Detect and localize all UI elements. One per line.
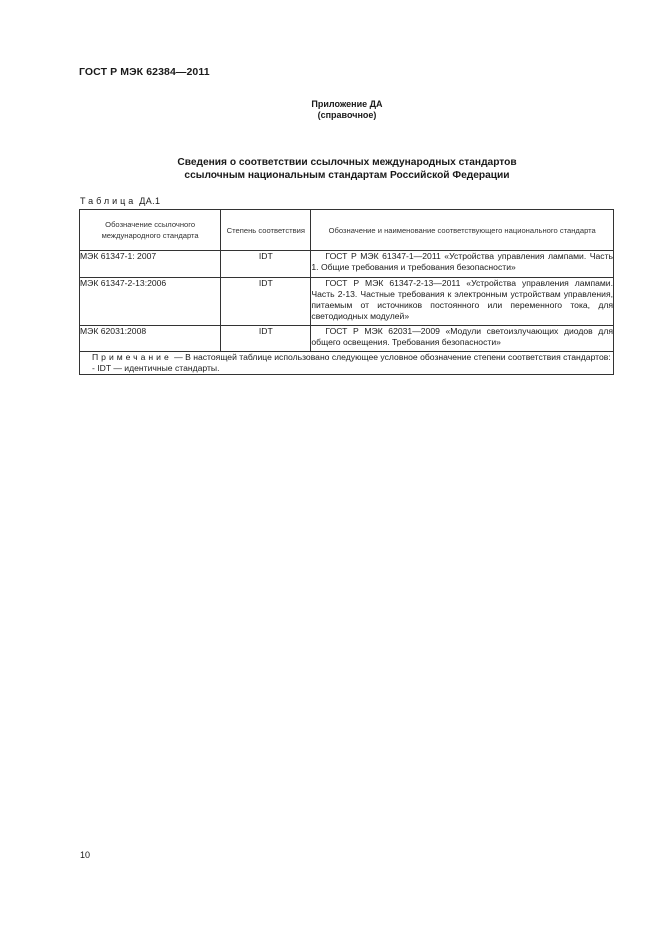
cell-national-standard bbox=[311, 278, 614, 326]
table-caption-number: ДА.1 bbox=[136, 196, 161, 206]
cell-international-standard: МЭК 62031:2008 bbox=[80, 326, 221, 352]
table-row bbox=[80, 251, 614, 278]
table-header-row bbox=[80, 210, 614, 251]
appendix-heading bbox=[0, 99, 661, 121]
header-degree: Степень соответствия bbox=[221, 210, 311, 251]
cell-international-standard: МЭК 61347-1: 2007 bbox=[80, 251, 221, 278]
cell-degree: IDT bbox=[221, 251, 311, 278]
note-label: Примечание bbox=[92, 352, 172, 362]
cell-national-standard bbox=[311, 251, 614, 278]
table-row bbox=[80, 326, 614, 352]
header-international-standard: Обозначение ссылочного международного стандарта bbox=[80, 210, 221, 251]
cell-international-standard: МЭК 61347-2-13:2006 bbox=[80, 278, 221, 326]
cell-degree: IDT bbox=[221, 278, 311, 326]
appendix-title: Приложение ДА bbox=[311, 99, 383, 109]
table-caption bbox=[80, 196, 160, 206]
note-text: — В настоящей таблице использовано следующее условное обозначение степени соответствия стандартов: bbox=[171, 352, 611, 362]
cell-national-standard bbox=[311, 326, 614, 352]
national-standard-text: ГОСТ Р МЭК 61347-2-13—2011 «Устройства управления лампами. Часть 2-13. Частные требования к электронным устройствам управления, питаемым от источников постоянного или переменного тока, для светодиодных модулей» bbox=[311, 278, 613, 321]
table-note bbox=[80, 352, 614, 375]
note-item: - IDT — идентичные стандарты. bbox=[92, 363, 220, 373]
national-standard-text: ГОСТ Р МЭК 61347-1—2011 «Устройства управления лампами. Часть 1. Общие требования и требования безопасности» bbox=[311, 251, 613, 272]
national-standard-text: ГОСТ Р МЭК 62031—2009 «Модули светоизлучающих диодов для общего освещения. Требования безопасности» bbox=[311, 326, 613, 347]
table-row bbox=[80, 278, 614, 326]
table-note-row bbox=[80, 352, 614, 375]
title-line-1: Сведения о соответствии ссылочных международных стандартов bbox=[177, 157, 517, 168]
title-line-2: ссылочным национальным стандартам Российской Федерации bbox=[184, 170, 510, 181]
document-title bbox=[0, 156, 661, 182]
document-header: ГОСТ Р МЭК 62384—2011 bbox=[79, 66, 210, 78]
table-caption-label: Таблица bbox=[80, 196, 137, 206]
cell-degree: IDT bbox=[221, 326, 311, 352]
appendix-subtitle: (справочное) bbox=[317, 110, 377, 120]
page-number: 10 bbox=[80, 850, 91, 860]
header-national-standard: Обозначение и наименование соответствующего национального стандарта bbox=[311, 210, 614, 251]
correspondence-table bbox=[79, 209, 614, 375]
